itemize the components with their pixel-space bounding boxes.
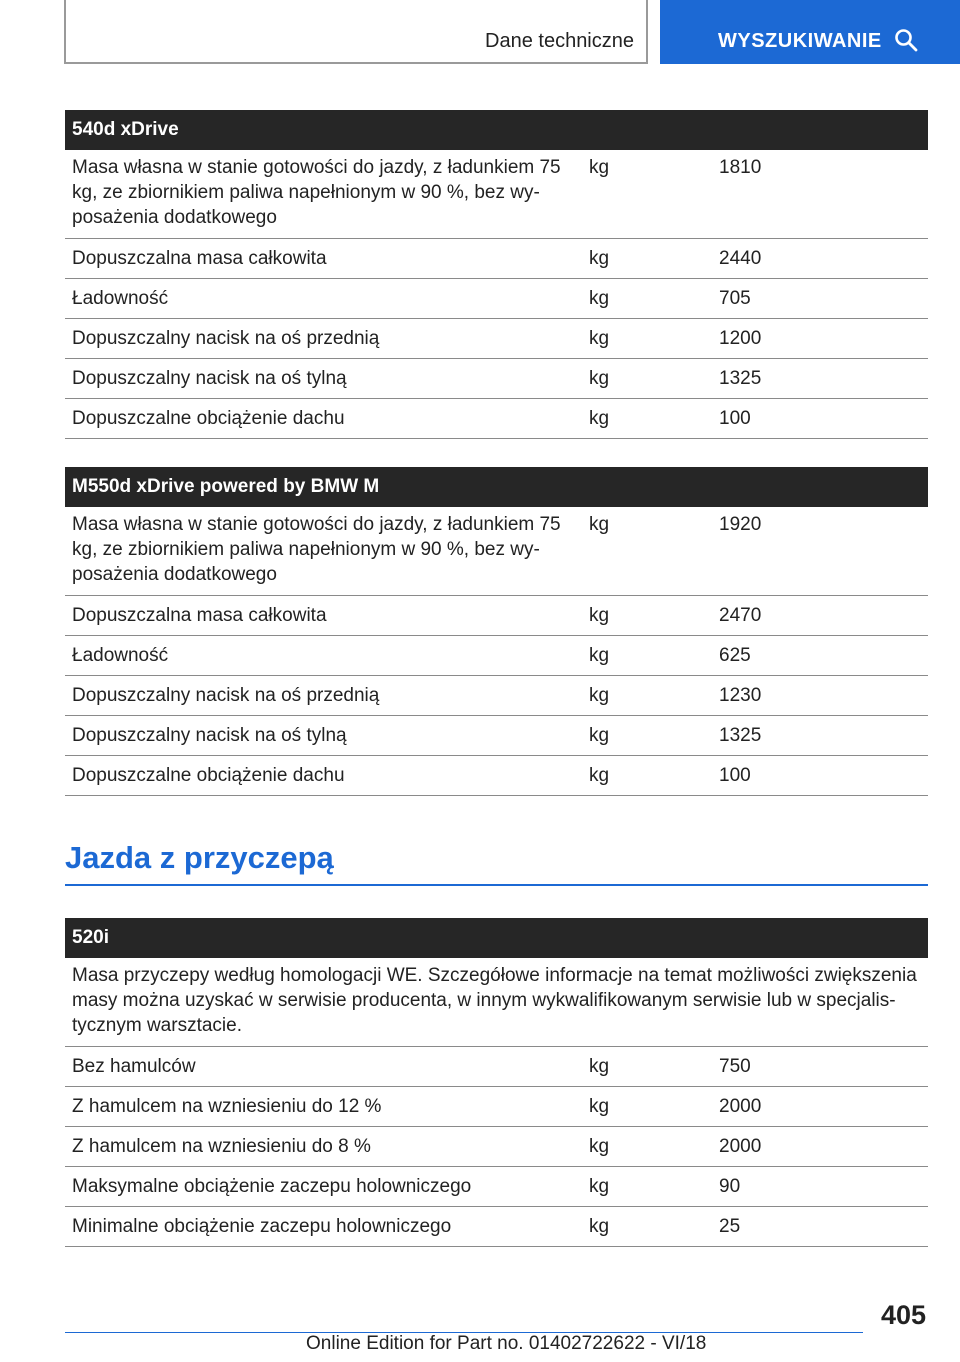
row-unit: kg: [589, 725, 610, 746]
table-row: [65, 507, 928, 596]
row-unit: kg: [589, 1056, 610, 1077]
table-row: [65, 279, 928, 319]
trailer-table-520i: [65, 918, 928, 1247]
table-header: 540d xDrive: [65, 110, 928, 150]
note-text: Masa przyczepy według homologacji WE. Szczegółowe informacje na temat możliwości zwiększenia masy można uzyskać w serwisie producenta, w innym wykwalifikowanym serwisie lub w specjalis-tycznym warsztacie.: [72, 965, 917, 1036]
row-unit: kg: [589, 368, 610, 389]
row-value: 90: [719, 1176, 741, 1197]
row-value: 25: [719, 1216, 741, 1237]
row-unit: kg: [589, 157, 610, 178]
row-value: 100: [719, 408, 751, 429]
row-unit: kg: [589, 605, 610, 626]
row-label: Bez hamulców: [72, 1056, 196, 1077]
table-row: [65, 1087, 928, 1127]
page-number: 405: [880, 1300, 926, 1330]
row-label: Ładowność: [72, 645, 169, 666]
row-value: 1325: [719, 725, 762, 746]
spec-table-m550d: [65, 467, 928, 796]
row-value: 1325: [719, 368, 762, 389]
row-value: 1230: [719, 685, 762, 706]
row-unit: kg: [589, 288, 610, 309]
table-row: [65, 1167, 928, 1207]
row-label: Dopuszczalna masa całkowita: [72, 248, 327, 269]
row-label: Z hamulcem na wzniesieniu do 12 %: [72, 1096, 382, 1117]
table-row: [65, 596, 928, 636]
row-value: 1920: [719, 514, 762, 535]
row-label: Dopuszczalne obciążenie dachu: [72, 408, 345, 429]
table-row: [65, 359, 928, 399]
row-value: 625: [719, 645, 751, 666]
row-value: 2470: [719, 605, 762, 626]
row-unit: kg: [589, 248, 610, 269]
row-unit: kg: [589, 1136, 610, 1157]
spec-table-540d: [65, 110, 928, 439]
row-unit: kg: [589, 765, 610, 786]
edition-text: Online Edition for Part no. 01402722622 - VI/18: [306, 1333, 707, 1354]
row-unit: kg: [589, 1176, 610, 1197]
table-note: [65, 958, 928, 1047]
row-label: Ładowność: [72, 288, 169, 309]
row-value: 705: [719, 288, 751, 309]
table-row: [65, 319, 928, 359]
row-value: 2000: [719, 1096, 762, 1117]
row-unit: kg: [589, 1096, 610, 1117]
section-heading: Jazda z przyczepą: [65, 840, 928, 886]
row-unit: kg: [589, 514, 610, 535]
search-button-label: WYSZUKIWANIE: [718, 30, 882, 52]
row-unit: kg: [589, 1216, 610, 1237]
row-label: Dopuszczalne obciążenie dachu: [72, 765, 345, 786]
table-header: M550d xDrive powered by BMW M: [65, 467, 928, 507]
row-label: Z hamulcem na wzniesieniu do 8 %: [72, 1136, 371, 1157]
search-button[interactable]: [660, 0, 960, 64]
row-label: Dopuszczalny nacisk na oś tylną: [72, 725, 347, 746]
row-label: Dopuszczalna masa całkowita: [72, 605, 327, 626]
table-row: [65, 1207, 928, 1247]
table-row: [65, 636, 928, 676]
row-value: 2000: [719, 1136, 762, 1157]
table-row: [65, 1047, 928, 1087]
table-row: [65, 1127, 928, 1167]
row-unit: kg: [589, 328, 610, 349]
page-section-title: Dane techniczne: [485, 30, 634, 52]
row-label: Masa własna w stanie gotowości do jazdy, z ładunkiem 75 kg, ze zbiornikiem paliwa napełnionym w 90 %, bez wy-posażenia dodatkowego: [72, 514, 561, 585]
table-row: [65, 716, 928, 756]
row-value: 2440: [719, 248, 762, 269]
search-icon: [894, 28, 918, 52]
row-unit: kg: [589, 685, 610, 706]
table-row: [65, 399, 928, 439]
table-row: [65, 150, 928, 239]
row-unit: kg: [589, 408, 610, 429]
row-value: 1810: [719, 157, 762, 178]
row-unit: kg: [589, 645, 610, 666]
table-header: 520i: [65, 918, 928, 958]
row-value: 750: [719, 1056, 751, 1077]
row-value: 1200: [719, 328, 762, 349]
row-value: 100: [719, 765, 751, 786]
table-row: [65, 676, 928, 716]
table-row: [65, 239, 928, 279]
row-label: Minimalne obciążenie zaczepu holowniczego: [72, 1216, 452, 1237]
row-label: Maksymalne obciążenie zaczepu holowniczego: [72, 1176, 472, 1197]
row-label: Dopuszczalny nacisk na oś przednią: [72, 328, 380, 349]
header-title-box: [64, 0, 648, 64]
row-label: Dopuszczalny nacisk na oś tylną: [72, 368, 347, 389]
table-row: [65, 756, 928, 796]
row-label: Dopuszczalny nacisk na oś przednią: [72, 685, 380, 706]
row-label: Masa własna w stanie gotowości do jazdy, z ładunkiem 75 kg, ze zbiornikiem paliwa napełnionym w 90 %, bez wy-posażenia dodatkowego: [72, 157, 561, 228]
